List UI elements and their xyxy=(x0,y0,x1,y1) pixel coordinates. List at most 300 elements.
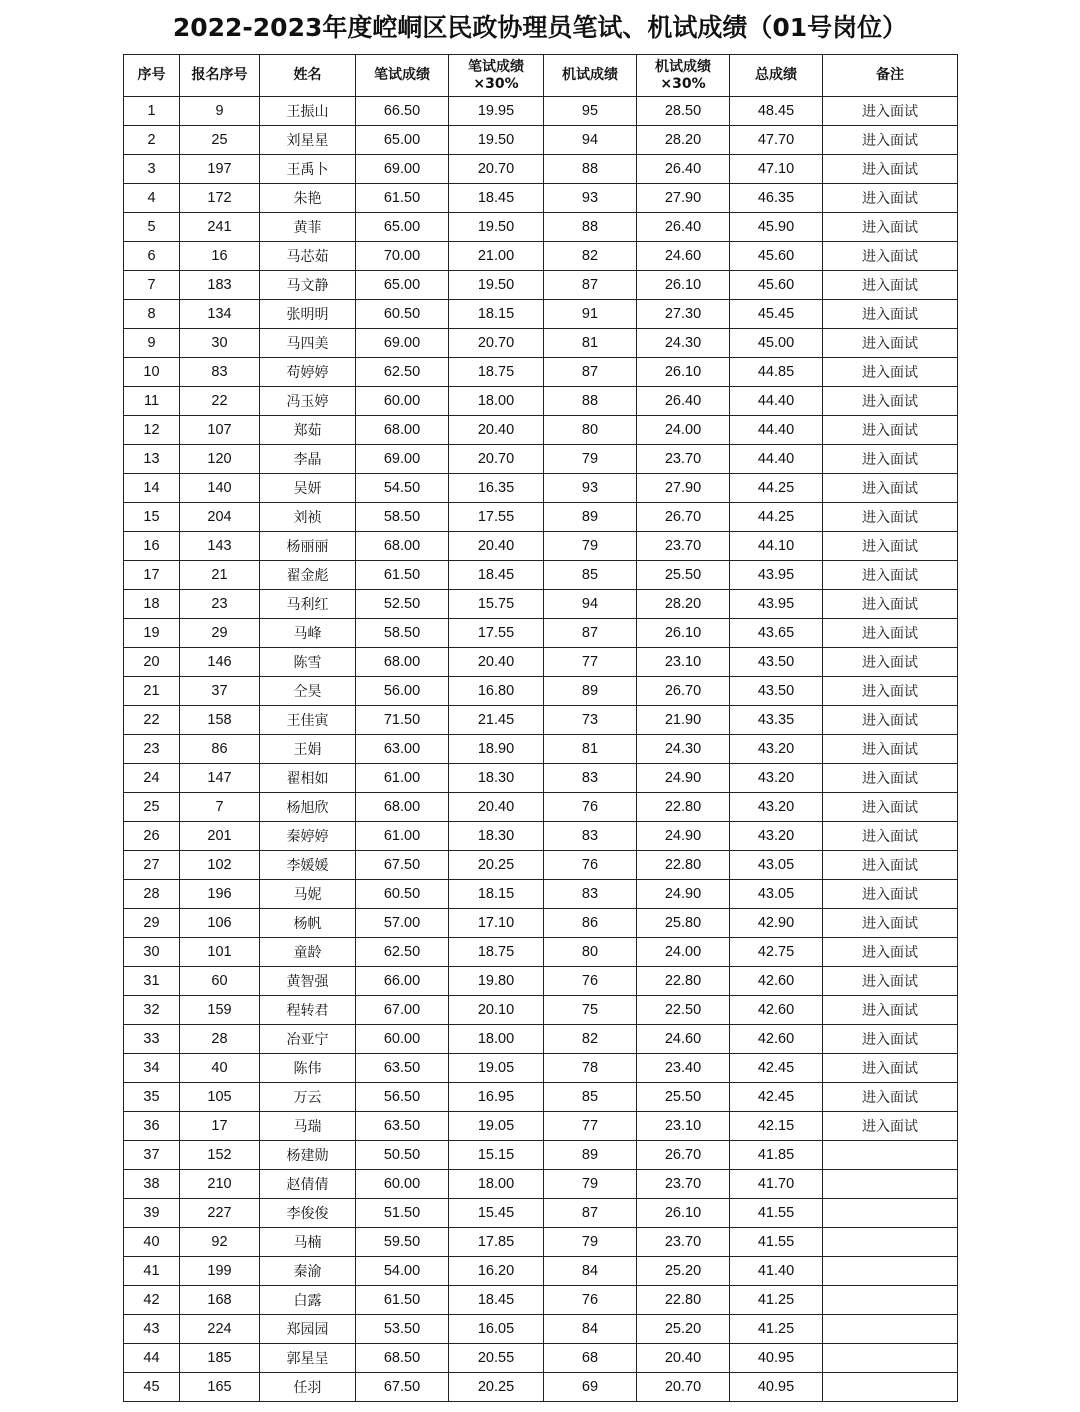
cell-written-30: 17.55 xyxy=(449,619,544,648)
cell-name: 秦婷婷 xyxy=(260,822,356,851)
cell-seq: 42 xyxy=(124,1286,180,1315)
cell-total: 40.95 xyxy=(730,1344,823,1373)
cell-name: 郭星呈 xyxy=(260,1344,356,1373)
cell-total: 43.50 xyxy=(730,677,823,706)
cell-machine: 84 xyxy=(544,1257,637,1286)
cell-written: 63.50 xyxy=(356,1112,449,1141)
scores-table xyxy=(123,54,958,1402)
cell-note: 进入面试 xyxy=(823,590,958,619)
table-row xyxy=(124,155,958,184)
cell-name: 郑园园 xyxy=(260,1315,356,1344)
cell-reg-no: 168 xyxy=(180,1286,260,1315)
cell-written: 65.00 xyxy=(356,126,449,155)
header-total xyxy=(730,55,823,97)
cell-machine-30: 26.40 xyxy=(637,387,730,416)
cell-written: 60.00 xyxy=(356,387,449,416)
cell-machine-30: 24.90 xyxy=(637,822,730,851)
cell-reg-no: 92 xyxy=(180,1228,260,1257)
cell-reg-no: 25 xyxy=(180,126,260,155)
cell-name: 黄智强 xyxy=(260,967,356,996)
cell-written: 53.50 xyxy=(356,1315,449,1344)
cell-name: 马芯茹 xyxy=(260,242,356,271)
cell-written: 68.50 xyxy=(356,1344,449,1373)
table-row xyxy=(124,503,958,532)
cell-reg-no: 7 xyxy=(180,793,260,822)
table-row xyxy=(124,619,958,648)
table-row xyxy=(124,1257,958,1286)
cell-seq: 8 xyxy=(124,300,180,329)
cell-note: 进入面试 xyxy=(823,445,958,474)
cell-reg-no: 152 xyxy=(180,1141,260,1170)
cell-reg-no: 172 xyxy=(180,184,260,213)
cell-total: 41.25 xyxy=(730,1286,823,1315)
cell-note: 进入面试 xyxy=(823,561,958,590)
cell-written: 69.00 xyxy=(356,329,449,358)
cell-reg-no: 106 xyxy=(180,909,260,938)
cell-reg-no: 9 xyxy=(180,97,260,126)
cell-seq: 38 xyxy=(124,1170,180,1199)
cell-written-30: 18.45 xyxy=(449,561,544,590)
cell-written-30: 16.80 xyxy=(449,677,544,706)
table-row xyxy=(124,1373,958,1402)
cell-machine-30: 22.80 xyxy=(637,851,730,880)
cell-note: 进入面试 xyxy=(823,532,958,561)
cell-machine: 94 xyxy=(544,126,637,155)
cell-note: 进入面试 xyxy=(823,358,958,387)
cell-total: 40.95 xyxy=(730,1373,823,1402)
cell-seq: 30 xyxy=(124,938,180,967)
cell-written-30: 19.50 xyxy=(449,213,544,242)
cell-name: 刘祯 xyxy=(260,503,356,532)
cell-reg-no: 60 xyxy=(180,967,260,996)
cell-machine-30: 22.80 xyxy=(637,1286,730,1315)
cell-reg-no: 102 xyxy=(180,851,260,880)
cell-total: 42.15 xyxy=(730,1112,823,1141)
cell-name: 朱艳 xyxy=(260,184,356,213)
cell-reg-no: 40 xyxy=(180,1054,260,1083)
cell-name: 郑茹 xyxy=(260,416,356,445)
table-row xyxy=(124,561,958,590)
cell-written: 68.00 xyxy=(356,416,449,445)
cell-written: 67.50 xyxy=(356,1373,449,1402)
cell-machine: 76 xyxy=(544,967,637,996)
cell-reg-no: 159 xyxy=(180,996,260,1025)
cell-written-30: 15.75 xyxy=(449,590,544,619)
cell-note: 进入面试 xyxy=(823,996,958,1025)
cell-note: 进入面试 xyxy=(823,648,958,677)
cell-reg-no: 101 xyxy=(180,938,260,967)
cell-reg-no: 210 xyxy=(180,1170,260,1199)
table-row xyxy=(124,1054,958,1083)
table-row xyxy=(124,822,958,851)
table-row xyxy=(124,677,958,706)
cell-written-30: 18.30 xyxy=(449,822,544,851)
cell-written-30: 16.35 xyxy=(449,474,544,503)
cell-machine: 85 xyxy=(544,561,637,590)
cell-written: 50.50 xyxy=(356,1141,449,1170)
table-row xyxy=(124,1344,958,1373)
header-label: 序号 xyxy=(137,67,166,83)
cell-machine-30: 22.50 xyxy=(637,996,730,1025)
table-row xyxy=(124,1025,958,1054)
cell-name: 王娟 xyxy=(260,735,356,764)
cell-note: 进入面试 xyxy=(823,329,958,358)
cell-reg-no: 143 xyxy=(180,532,260,561)
cell-name: 马利红 xyxy=(260,590,356,619)
cell-written: 61.50 xyxy=(356,184,449,213)
cell-name: 王振山 xyxy=(260,97,356,126)
cell-seq: 18 xyxy=(124,590,180,619)
cell-name: 冯玉婷 xyxy=(260,387,356,416)
cell-note: 进入面试 xyxy=(823,97,958,126)
cell-reg-no: 165 xyxy=(180,1373,260,1402)
header-name xyxy=(260,55,356,97)
cell-name: 杨旭欣 xyxy=(260,793,356,822)
cell-reg-no: 37 xyxy=(180,677,260,706)
cell-total: 41.70 xyxy=(730,1170,823,1199)
cell-machine: 80 xyxy=(544,416,637,445)
cell-seq: 6 xyxy=(124,242,180,271)
cell-written: 56.00 xyxy=(356,677,449,706)
cell-seq: 23 xyxy=(124,735,180,764)
cell-reg-no: 86 xyxy=(180,735,260,764)
cell-note: 进入面试 xyxy=(823,764,958,793)
table-row xyxy=(124,126,958,155)
cell-total: 43.20 xyxy=(730,764,823,793)
cell-reg-no: 134 xyxy=(180,300,260,329)
cell-name: 吴妍 xyxy=(260,474,356,503)
table-row xyxy=(124,1199,958,1228)
cell-written-30: 19.50 xyxy=(449,126,544,155)
cell-machine-30: 20.40 xyxy=(637,1344,730,1373)
cell-written: 60.50 xyxy=(356,300,449,329)
cell-written: 60.00 xyxy=(356,1025,449,1054)
cell-machine: 89 xyxy=(544,1141,637,1170)
cell-written-30: 20.40 xyxy=(449,532,544,561)
cell-written-30: 17.10 xyxy=(449,909,544,938)
cell-total: 43.20 xyxy=(730,735,823,764)
table-body xyxy=(124,97,958,1402)
cell-total: 42.45 xyxy=(730,1083,823,1112)
cell-written: 59.50 xyxy=(356,1228,449,1257)
cell-written: 61.00 xyxy=(356,822,449,851)
cell-written: 68.00 xyxy=(356,648,449,677)
header-written-30 xyxy=(449,55,544,97)
cell-written-30: 17.85 xyxy=(449,1228,544,1257)
cell-written-30: 18.45 xyxy=(449,1286,544,1315)
cell-machine-30: 26.40 xyxy=(637,155,730,184)
cell-reg-no: 147 xyxy=(180,764,260,793)
cell-name: 王佳寅 xyxy=(260,706,356,735)
cell-seq: 15 xyxy=(124,503,180,532)
cell-seq: 20 xyxy=(124,648,180,677)
cell-machine-30: 24.00 xyxy=(637,938,730,967)
cell-machine: 79 xyxy=(544,1228,637,1257)
cell-machine-30: 26.10 xyxy=(637,1199,730,1228)
cell-note: 进入面试 xyxy=(823,706,958,735)
table-row xyxy=(124,735,958,764)
cell-total: 43.95 xyxy=(730,590,823,619)
cell-written-30: 19.80 xyxy=(449,967,544,996)
cell-note: 进入面试 xyxy=(823,271,958,300)
cell-name: 王禹卜 xyxy=(260,155,356,184)
table-row xyxy=(124,996,958,1025)
cell-name: 马妮 xyxy=(260,880,356,909)
cell-machine: 77 xyxy=(544,1112,637,1141)
cell-written: 62.50 xyxy=(356,358,449,387)
cell-machine: 88 xyxy=(544,155,637,184)
cell-machine: 86 xyxy=(544,909,637,938)
cell-machine: 83 xyxy=(544,822,637,851)
cell-seq: 9 xyxy=(124,329,180,358)
cell-written: 60.50 xyxy=(356,880,449,909)
cell-note: 进入面试 xyxy=(823,387,958,416)
cell-note: 进入面试 xyxy=(823,880,958,909)
header-seq xyxy=(124,55,180,97)
table-row xyxy=(124,590,958,619)
cell-total: 42.60 xyxy=(730,967,823,996)
cell-written: 67.00 xyxy=(356,996,449,1025)
header-note xyxy=(823,55,958,97)
cell-machine-30: 26.40 xyxy=(637,213,730,242)
cell-note: 进入面试 xyxy=(823,851,958,880)
table-row xyxy=(124,416,958,445)
cell-seq: 25 xyxy=(124,793,180,822)
cell-written-30: 16.95 xyxy=(449,1083,544,1112)
cell-reg-no: 204 xyxy=(180,503,260,532)
cell-machine-30: 24.00 xyxy=(637,416,730,445)
cell-written-30: 15.45 xyxy=(449,1199,544,1228)
cell-note: 进入面试 xyxy=(823,938,958,967)
cell-written: 60.00 xyxy=(356,1170,449,1199)
cell-machine-30: 25.50 xyxy=(637,1083,730,1112)
cell-name: 李媛媛 xyxy=(260,851,356,880)
cell-machine: 69 xyxy=(544,1373,637,1402)
cell-reg-no: 28 xyxy=(180,1025,260,1054)
cell-machine: 93 xyxy=(544,474,637,503)
cell-note: 进入面试 xyxy=(823,126,958,155)
cell-machine: 87 xyxy=(544,619,637,648)
cell-seq: 24 xyxy=(124,764,180,793)
cell-seq: 33 xyxy=(124,1025,180,1054)
cell-note: 进入面试 xyxy=(823,735,958,764)
table-row xyxy=(124,851,958,880)
cell-machine-30: 28.50 xyxy=(637,97,730,126)
cell-written-30: 18.00 xyxy=(449,1170,544,1199)
cell-seq: 31 xyxy=(124,967,180,996)
cell-written: 69.00 xyxy=(356,445,449,474)
cell-seq: 21 xyxy=(124,677,180,706)
cell-machine: 89 xyxy=(544,677,637,706)
cell-note xyxy=(823,1199,958,1228)
cell-written-30: 17.55 xyxy=(449,503,544,532)
header-label: 姓名 xyxy=(293,67,322,83)
table-row xyxy=(124,1112,958,1141)
cell-machine: 88 xyxy=(544,387,637,416)
cell-written-30: 20.70 xyxy=(449,445,544,474)
cell-written-30: 18.30 xyxy=(449,764,544,793)
cell-machine: 88 xyxy=(544,213,637,242)
cell-reg-no: 199 xyxy=(180,1257,260,1286)
table-row xyxy=(124,706,958,735)
header-label: 总成绩 xyxy=(755,67,797,83)
cell-reg-no: 107 xyxy=(180,416,260,445)
cell-machine-30: 24.60 xyxy=(637,1025,730,1054)
table-row xyxy=(124,329,958,358)
table-row xyxy=(124,300,958,329)
cell-note: 进入面试 xyxy=(823,213,958,242)
cell-note: 进入面试 xyxy=(823,300,958,329)
cell-seq: 43 xyxy=(124,1315,180,1344)
cell-machine: 87 xyxy=(544,271,637,300)
cell-total: 42.60 xyxy=(730,996,823,1025)
cell-machine-30: 25.80 xyxy=(637,909,730,938)
cell-machine-30: 23.10 xyxy=(637,648,730,677)
table-row xyxy=(124,1141,958,1170)
cell-reg-no: 197 xyxy=(180,155,260,184)
cell-note: 进入面试 xyxy=(823,909,958,938)
cell-written-30: 18.75 xyxy=(449,358,544,387)
cell-machine: 76 xyxy=(544,1286,637,1315)
cell-total: 42.60 xyxy=(730,1025,823,1054)
cell-machine-30: 28.20 xyxy=(637,126,730,155)
header-label: 机试成绩 xyxy=(655,58,711,75)
cell-machine-30: 23.10 xyxy=(637,1112,730,1141)
header-label: 备注 xyxy=(876,67,904,83)
cell-machine-30: 24.90 xyxy=(637,764,730,793)
cell-machine: 76 xyxy=(544,793,637,822)
cell-written: 68.00 xyxy=(356,793,449,822)
cell-machine: 79 xyxy=(544,532,637,561)
cell-seq: 12 xyxy=(124,416,180,445)
cell-seq: 3 xyxy=(124,155,180,184)
cell-machine-30: 26.10 xyxy=(637,619,730,648)
cell-reg-no: 185 xyxy=(180,1344,260,1373)
cell-reg-no: 105 xyxy=(180,1083,260,1112)
cell-written-30: 19.50 xyxy=(449,271,544,300)
cell-machine-30: 20.70 xyxy=(637,1373,730,1402)
cell-note: 进入面试 xyxy=(823,1083,958,1112)
cell-note: 进入面试 xyxy=(823,619,958,648)
cell-reg-no: 146 xyxy=(180,648,260,677)
header-label: ×30% xyxy=(660,75,706,92)
cell-machine: 83 xyxy=(544,880,637,909)
cell-total: 45.60 xyxy=(730,271,823,300)
cell-seq: 2 xyxy=(124,126,180,155)
cell-machine: 76 xyxy=(544,851,637,880)
cell-written: 65.00 xyxy=(356,213,449,242)
cell-total: 45.60 xyxy=(730,242,823,271)
cell-machine-30: 24.30 xyxy=(637,735,730,764)
cell-written-30: 15.15 xyxy=(449,1141,544,1170)
cell-written-30: 16.05 xyxy=(449,1315,544,1344)
cell-note: 进入面试 xyxy=(823,503,958,532)
cell-reg-no: 201 xyxy=(180,822,260,851)
cell-name: 马文静 xyxy=(260,271,356,300)
cell-written: 51.50 xyxy=(356,1199,449,1228)
table-row xyxy=(124,445,958,474)
cell-reg-no: 140 xyxy=(180,474,260,503)
cell-machine: 87 xyxy=(544,1199,637,1228)
cell-name: 程转君 xyxy=(260,996,356,1025)
cell-name: 秦渝 xyxy=(260,1257,356,1286)
cell-written-30: 20.10 xyxy=(449,996,544,1025)
cell-seq: 45 xyxy=(124,1373,180,1402)
cell-machine-30: 25.20 xyxy=(637,1315,730,1344)
cell-reg-no: 30 xyxy=(180,329,260,358)
cell-reg-no: 17 xyxy=(180,1112,260,1141)
cell-machine-30: 21.90 xyxy=(637,706,730,735)
cell-written-30: 20.25 xyxy=(449,851,544,880)
cell-machine: 80 xyxy=(544,938,637,967)
cell-total: 48.45 xyxy=(730,97,823,126)
cell-machine: 87 xyxy=(544,358,637,387)
table-row xyxy=(124,793,958,822)
cell-machine-30: 27.30 xyxy=(637,300,730,329)
cell-seq: 10 xyxy=(124,358,180,387)
header-label: ×30% xyxy=(473,75,519,92)
cell-reg-no: 29 xyxy=(180,619,260,648)
cell-total: 43.20 xyxy=(730,793,823,822)
cell-written: 70.00 xyxy=(356,242,449,271)
table-header-row xyxy=(124,55,958,97)
cell-name: 张明明 xyxy=(260,300,356,329)
cell-total: 45.45 xyxy=(730,300,823,329)
cell-reg-no: 22 xyxy=(180,387,260,416)
cell-reg-no: 158 xyxy=(180,706,260,735)
cell-reg-no: 83 xyxy=(180,358,260,387)
cell-seq: 35 xyxy=(124,1083,180,1112)
cell-note: 进入面试 xyxy=(823,1112,958,1141)
cell-total: 41.25 xyxy=(730,1315,823,1344)
cell-name: 任羽 xyxy=(260,1373,356,1402)
cell-written: 63.50 xyxy=(356,1054,449,1083)
cell-name: 陈雪 xyxy=(260,648,356,677)
cell-machine-30: 22.80 xyxy=(637,793,730,822)
cell-name: 翟金彪 xyxy=(260,561,356,590)
cell-name: 陈伟 xyxy=(260,1054,356,1083)
table-row xyxy=(124,242,958,271)
cell-note xyxy=(823,1315,958,1344)
cell-seq: 37 xyxy=(124,1141,180,1170)
cell-machine-30: 23.70 xyxy=(637,445,730,474)
cell-reg-no: 23 xyxy=(180,590,260,619)
cell-seq: 19 xyxy=(124,619,180,648)
cell-total: 44.40 xyxy=(730,387,823,416)
cell-total: 44.10 xyxy=(730,532,823,561)
cell-note: 进入面试 xyxy=(823,793,958,822)
table-row xyxy=(124,184,958,213)
cell-reg-no: 183 xyxy=(180,271,260,300)
cell-total: 42.90 xyxy=(730,909,823,938)
table-row xyxy=(124,938,958,967)
cell-reg-no: 227 xyxy=(180,1199,260,1228)
cell-name: 赵倩倩 xyxy=(260,1170,356,1199)
cell-seq: 41 xyxy=(124,1257,180,1286)
cell-total: 41.85 xyxy=(730,1141,823,1170)
cell-machine: 84 xyxy=(544,1315,637,1344)
cell-written-30: 18.00 xyxy=(449,387,544,416)
cell-written: 69.00 xyxy=(356,155,449,184)
cell-total: 43.35 xyxy=(730,706,823,735)
cell-machine-30: 25.50 xyxy=(637,561,730,590)
cell-written-30: 19.05 xyxy=(449,1054,544,1083)
table-row xyxy=(124,880,958,909)
cell-seq: 34 xyxy=(124,1054,180,1083)
cell-note xyxy=(823,1170,958,1199)
cell-seq: 17 xyxy=(124,561,180,590)
cell-seq: 29 xyxy=(124,909,180,938)
